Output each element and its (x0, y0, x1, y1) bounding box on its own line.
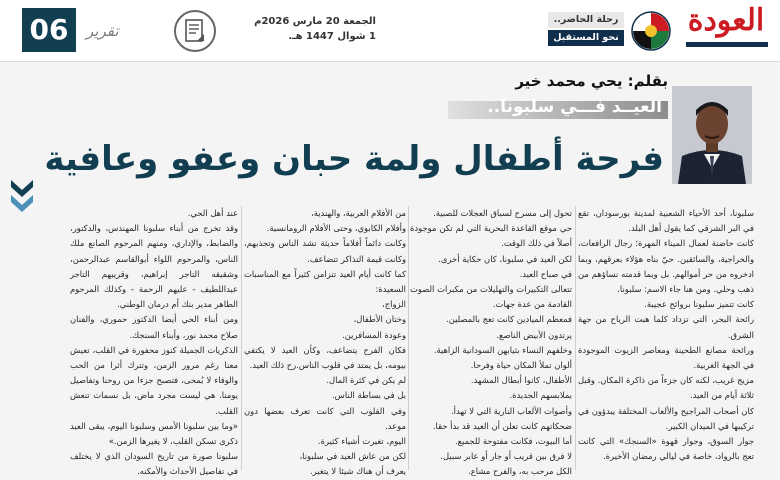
paragraph: الذكريات الجميلة كنوز محفورة في القلب، تعيش معنا رغم مرور الزمن، وتترك أثرا من الحب والوفاء لا يُمحى، فتصبح جزءا من روحنا وتفاصيل يومنا. هي ليست مجرد ماض، بل نسمات تنعش القلب. (70, 344, 238, 416)
paragraph: حي موقع القاعدة البحرية التي لم تكن موجودة أصلاً في ذلك الوقت. (410, 223, 572, 249)
paragraph: سلبونا، أحد الأحياء الشعبية لمدينة بورسودان، تقع في البر الشرقي كما يقول أهل البلد. (578, 208, 754, 234)
slogan-line-1: رحلة الحاضر.. (548, 12, 624, 28)
logo-underline (686, 42, 768, 47)
article-body (0, 206, 780, 477)
paragraph: لكن من عاش العيد في سلبونا، (299, 451, 406, 462)
paragraph: يرتدون الأبيض الناصع. (496, 329, 572, 340)
paragraph: وأصوات الألعاب النارية التي لا تهدأ. (450, 405, 572, 416)
paragraph: وقد تخرج من أبناء سلبونا المهندس، والدكتور، والضابط، والإداري، ومنهم المرحوم الصانع ملك الناس، والمرحوم اللواء أبوالقاسم عبدالرحمن، وشقيقه التاجر إبراهيم، وقريبهم التاجر عبداللطيف - عليهم الرحمة - وكذلك المرحوم الطاهر مدير بنك أم درمان الوطني. (70, 223, 238, 310)
paragraph: مزيج غريب، لكنه كان جزءاً من ذاكرة المكان. وقبل ثلاثة أيام من العيد. (578, 375, 754, 401)
paragraph: تحول إلى مسرح لسباق العجلات للصبية. (433, 208, 572, 218)
paragraph: الكل مرحب به، والفرح مشاع. (468, 466, 572, 477)
paragraph: وفي القلوب التي كانت تعرف بعضها دون موعد. (244, 405, 406, 431)
paragraph: ومن أبناء الحي أيضا الدكتور حموري، والفنان صلاح محمد نور، وأبناء السنجك. (70, 314, 238, 340)
paragraph: في صباح العيد. (519, 268, 572, 279)
paragraph: أما البيوت، فكانت مفتوحة للجميع. (454, 436, 572, 447)
paragraph: ألوان تملأ المكان حياة وفرحا. (470, 360, 572, 371)
paragraph: جوار السوق، وجوار قهوة «السنجك» التي كانت تعج بالرواد، خاصة في ليالي رمضان الأخيرة. (578, 436, 754, 462)
paragraph: كانت تتميز سلبونا بروائح عجيبة. (644, 299, 754, 310)
article-column-1 (578, 206, 754, 470)
date-gregorian: الجمعة 20 مارس 2026م (254, 16, 376, 27)
article-headline: فرحة أطفال ولمة حبان وعفو وعافية (44, 139, 664, 179)
author-photo (672, 86, 752, 184)
masthead (0, 0, 780, 62)
paragraph: من الأفلام العربية، والهندية، (311, 208, 406, 218)
article-column-4 (70, 206, 238, 477)
paragraph: كان أصحاب المراجيح والألعاب المختلفة يبدؤون في تركيبها في الميدان الكبير. (578, 405, 754, 431)
page-number: 06 (22, 8, 76, 52)
paragraph: يعرف أن هناك شيئا لا يتغير. (310, 466, 406, 477)
paragraph: وأفلام الكابوي، وحتى الأفلام الرومانسية. (266, 223, 406, 234)
paragraph: اليوم، تغيرت أشياء كثيرة. (317, 436, 406, 447)
section-label: تقرير (86, 22, 119, 40)
paragraph: فكان الفرح يتضاعف، وكأن العيد لا يكتفي بيومه، بل يمتد في قلوب الناس.رح ذلك العيد. (244, 344, 406, 371)
paragraph: الزواج، (382, 299, 406, 310)
paragraph: لم يكن في كثرة المال. (326, 375, 406, 386)
paragraph: ورائحة مصانع الطحينة ومعاصر الزيوت الموجودة في الجهة الغربية. (578, 344, 754, 371)
paragraph: سلبونا صورة من تاريخ السودان الذي لا يختلف في تفاصيل الأحداث والأمكنه. (70, 451, 238, 477)
byline: بقلم: يحي محمد خير (515, 72, 668, 90)
paragraph: بملابسهم الجديدة. (509, 390, 572, 401)
paragraph: كما كانت أيام العيد تتزامن كثيراً مع المناسبات السعيدة: (244, 268, 406, 295)
article-subtitle: العيــد فـــي سلبونا.. (487, 97, 662, 117)
article-column-3 (244, 206, 406, 477)
paragraph: بل في بساطة الناس. (332, 390, 406, 401)
paragraph: «وما بين سلبونا الأمس وسلبونا اليوم، يبقى العيد ذكرى تسكن القلب، لا يغيرها الزمن.» (70, 420, 238, 447)
paragraph: كانت حاضنة لعمال الميناء المهرة؛ رجال الرافعات، والخراجية، والسائقين. حيّ بناه هؤلاء بعرقهم، وبما ادخروه من حر أموالهم. بل وبما قدمته نساؤهم من ذهب وحلي. ومن هنا جاء الاسم: سلبونا. (578, 238, 754, 295)
paragraph: الأطفال، كانوا أبطال المشهد. (470, 375, 572, 386)
paragraph: ضحكاتهم كانت تعلن أن العيد قد بدأ حقا. (432, 420, 572, 431)
paragraph: وعودة المسافرين. (342, 329, 406, 340)
article-column-2 (410, 206, 572, 477)
paragraph: فمعظم الميادين كانت تعج بالمصلين. (446, 314, 572, 325)
sun-emblem-icon (630, 10, 672, 52)
paragraph: وكانت دائماً أفلاماً حديثة تشد الناس وتجذبهم، وكانت قيمة التذاكر تتضاعف. (244, 238, 406, 264)
slogan-line-2: نحو المستقبل (548, 30, 624, 46)
paragraph: وخلفهم النساء بثيابهن السودانية الزاهية. (433, 344, 572, 355)
paragraph: عند أهل الحي. (187, 208, 238, 218)
newspaper-logo: العودة (687, 3, 765, 38)
paragraph: لكن العيد في سلبونا، كان حكاية أخرى. (438, 253, 572, 264)
issue-date (226, 14, 376, 44)
date-hijri: 1 شوال 1447 هـ. (288, 31, 376, 42)
paragraph: لا فرق بين قريب أو جار أو عابر سبيل. (440, 451, 572, 462)
document-icon (174, 10, 216, 52)
paragraph: وختان الأطفال، (353, 314, 406, 325)
paragraph: تتعالى التكبيرات والتهليلات من مكبرات الصوت القادمة من عدة جهات. (410, 284, 572, 310)
paragraph: رائحة البحر، التي تزداد كلما هبت الرياح من جهة الشرق. (578, 314, 754, 340)
